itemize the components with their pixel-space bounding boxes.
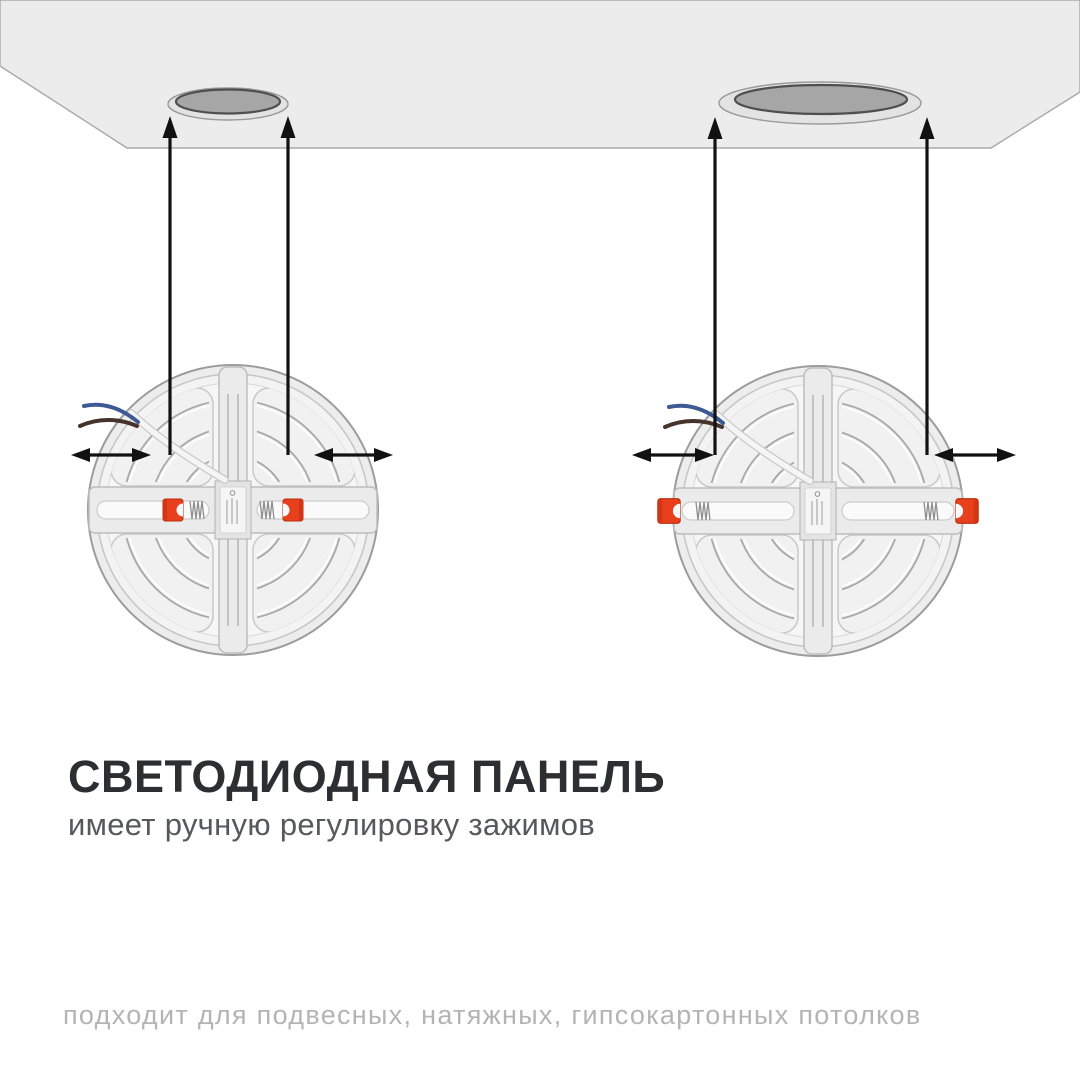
page-subtitle: имеет ручную регулировку зажимов — [68, 807, 596, 842]
ceiling-cutout-small — [168, 88, 288, 120]
page-title: СВЕТОДИОДНАЯ ПАНЕЛЬ — [68, 751, 666, 802]
led-panel-clips-retracted — [80, 365, 378, 655]
ceiling — [0, 0, 1080, 148]
up-arrow — [920, 117, 935, 455]
footer-note: подходит для подвесных, натяжных, гипсокартонных потолков — [63, 1000, 922, 1030]
led-panel-clips-extended — [658, 366, 978, 656]
ceiling-cutout-large — [719, 82, 921, 124]
